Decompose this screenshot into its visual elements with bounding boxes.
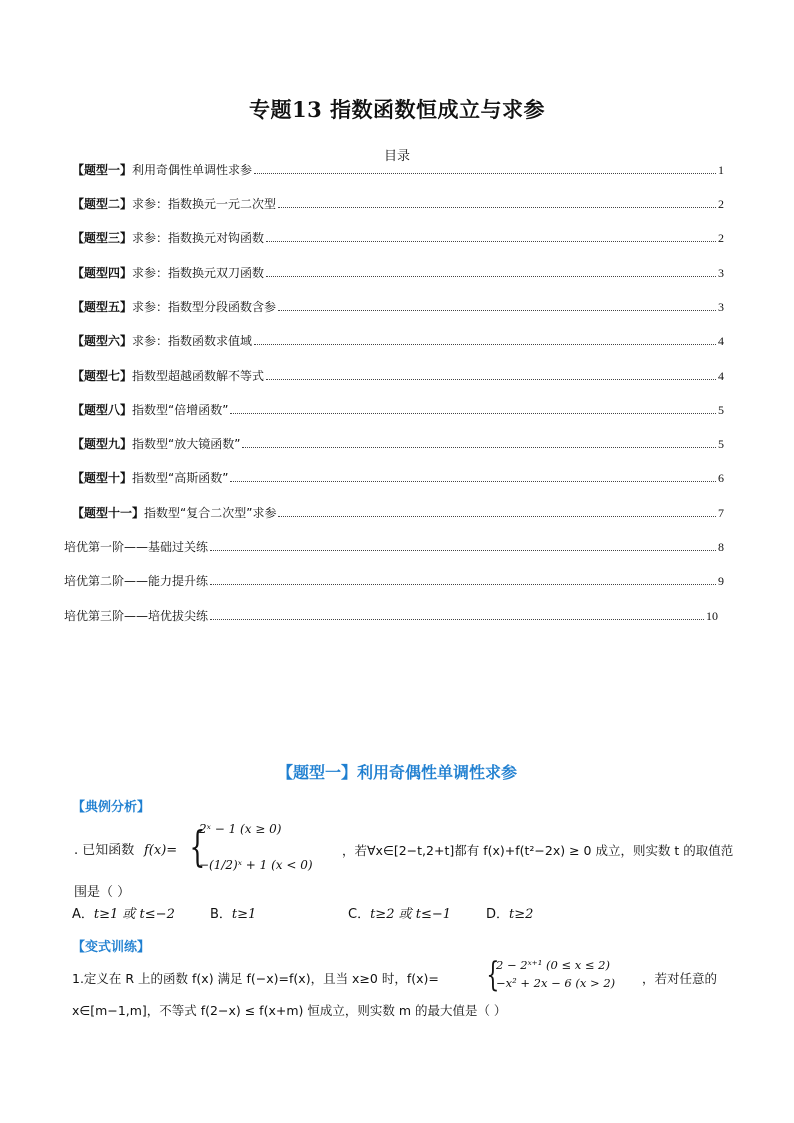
toc-item[interactable]: 【题型十】指数型“高斯函数” 6 xyxy=(72,471,724,485)
toc-item[interactable]: 【题型四】求参：指数换元双刀函数 3 xyxy=(72,266,724,280)
toc-heading: 目录 xyxy=(383,149,410,164)
piece-1: 2 − 2ˣ⁺¹ (0 ≤ x ≤ 2) xyxy=(496,958,610,972)
toc-item[interactable]: 【题型一】利用奇偶性单调性求参 1 xyxy=(72,163,724,177)
practice-label: 【变式训练】 xyxy=(72,940,151,955)
toc-item[interactable]: 【题型七】指数型超越函数解不等式 4 xyxy=(72,369,724,383)
condition-text: ，若∀x∈[2−t,2+t]都有 f(x)+f(t²−2x) ≥ 0 成立，则实数 t 的取值范 xyxy=(342,843,734,858)
piece-2: −x² + 2x − 6 (x > 2) xyxy=(496,976,616,990)
practice-line-1-end: ，若对任意的 xyxy=(642,971,718,986)
function-name: f(x)= xyxy=(144,843,178,858)
brace-icon: { xyxy=(189,822,206,871)
example-continuation: 围是（ ） xyxy=(74,885,131,900)
toc-item[interactable]: 培优第一阶——基础过关练 8 xyxy=(64,540,724,554)
toc-item[interactable]: 【题型十一】指数型“复合二次型”求参 7 xyxy=(72,506,724,520)
toc-item[interactable]: 培优第三阶——培优拔尖练 10 xyxy=(64,609,718,623)
toc-item[interactable]: 【题型九】指数型“放大镜函数” 5 xyxy=(72,437,724,451)
example-lead: . 已知函数 xyxy=(74,843,135,858)
option-b[interactable]: B．t≥1 xyxy=(210,907,257,922)
piece-1: 2ˣ − 1 (x ≥ 0) xyxy=(199,822,282,836)
practice-line-2: x∈[m−1,m]，不等式 f(2−x) ≤ f(x+m) 恒成立，则实数 m 的最大值是（ ） xyxy=(72,1003,507,1018)
toc-item[interactable]: 【题型三】求参：指数换元对钩函数 2 xyxy=(72,231,724,245)
option-c[interactable]: C．t≥2 或 t≤−1 xyxy=(348,907,452,922)
page-title: 专题13 指数函数恒成立与求参 xyxy=(248,97,546,122)
section-title: 【题型一】利用奇偶性单调性求参 xyxy=(276,763,517,782)
toc-item[interactable]: 培优第二阶——能力提升练 9 xyxy=(64,574,724,588)
toc-item[interactable]: 【题型五】求参：指数型分段函数含参 3 xyxy=(72,300,724,314)
option-d[interactable]: D．t≥2 xyxy=(486,907,534,922)
toc-item[interactable]: 【题型二】求参：指数换元一元二次型 2 xyxy=(72,197,724,211)
brace-icon: { xyxy=(486,955,500,995)
toc-item[interactable]: 【题型六】求参：指数函数求值域 4 xyxy=(72,334,724,348)
piece-2: −(1/2)ˣ + 1 (x < 0) xyxy=(199,858,313,872)
toc-item[interactable]: 【题型八】指数型“倍增函数” 5 xyxy=(72,403,724,417)
example-label: 【典例分析】 xyxy=(72,800,151,815)
practice-line-1: 1.定义在 R 上的函数 f(x) 满足 f(−x)=f(x)，且当 x≥0 时，f(x)= xyxy=(72,971,439,986)
option-a[interactable]: A．t≥1 或 t≤−2 xyxy=(72,907,175,922)
